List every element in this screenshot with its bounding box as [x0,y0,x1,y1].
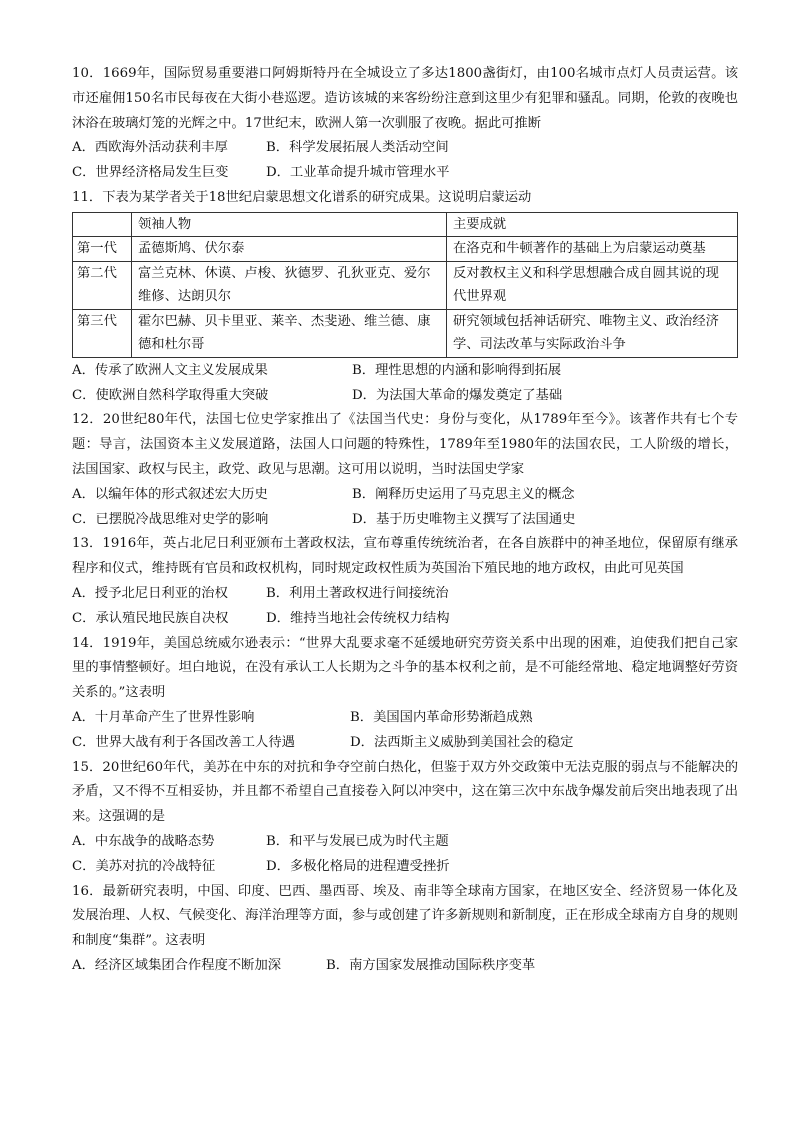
question-stem: 15．20世纪60年代，美苏在中东的对抗和争夺空前白热化，但鉴于双方外交政策中无法克服的弱点与不能解决的矛盾，又不得不互相妥协，并且都不希望自己直接卷入阿以冲突中，这在第三次中东战争爆发前后突出地表现了出来。这强调的是 [72,759,738,825]
option-d: D．多极化格局的进程遭受挫折 [266,858,450,874]
options [72,954,738,979]
options [72,483,738,533]
table-cell: 第二代 [73,261,132,309]
options [72,830,738,880]
table-row [73,237,738,262]
question-15 [72,756,738,880]
exam-page [72,62,738,979]
table-cell: 霍尔巴赫、贝卡里亚、莱辛、杰斐逊、维兰德、康德和杜尔哥 [132,309,447,357]
option-c: C．世界大战有利于各国改善工人待遇 [72,734,295,750]
option-b: B．南方国家发展推动国际秩序变革 [326,957,536,973]
question-10 [72,62,738,186]
option-d: D．基于历史唯物主义撰写了法国通史 [352,511,576,527]
table-cell: 反对教权主义和科学思想融合成自圆其说的现代世界观 [447,261,738,309]
table-header: 主要成就 [447,212,738,237]
question-stem: 10．1669年，国际贸易重要港口阿姆斯特丹在全城设立了多达1800盏街灯，由100名城市点灯人员责运营。该市还雇佣150名市民每夜在大街小巷巡逻。造访该城的来客纷纷注意到这里少有犯罪和骚乱。同期，伦敦的夜晚也沐浴在玻璃灯笼的光辉之中。17世纪末，欧洲人第一次驯服了夜晚。据此可推断 [72,66,738,131]
question-12 [72,408,738,532]
question-stem: 14．1919年，美国总统威尔逊表示：“世界大乱要求毫不延缓地研究劳资关系中出现的困难，迫使我们把自己家里的事情整顿好。坦白地说，在没有承认工人长期为之斗争的基本权利之前，是不可能经常地、稳定地调整好劳资关系的。”这表明 [72,635,738,701]
option-b: B．和平与发展已成为时代主题 [266,833,449,849]
options [72,582,738,632]
option-a: A．授予北尼日利亚的治权 [72,585,228,601]
table-cell: 第一代 [73,237,132,262]
table-cell: 富兰克林、休谟、卢梭、狄德罗、孔狄亚克、爱尔维修、达朗贝尔 [132,261,447,309]
table-cell: 孟德斯鸠、伏尔泰 [132,237,447,262]
option-d: D．工业革命提升城市管理水平 [266,165,450,181]
question-13 [72,532,738,631]
options [72,706,738,756]
table-header-row [73,212,738,237]
option-b: B．利用土著政权进行间接统治 [266,585,449,601]
option-b: B．阐释历史运用了马克思主义的概念 [352,486,575,502]
option-d: D．法西斯主义威胁到美国社会的稳定 [350,734,574,750]
question-14 [72,632,738,756]
table-header [73,212,132,237]
table-row [73,261,738,309]
question-stem: 13．1916年，英占北尼日利亚颁布土著政权法，宣布尊重传统统治者，在各自族群中的神圣地位，保留原有继承程序和仪式，维持既有官员和政权机构，同时规定政权性质为英国治下殖民地的地方政权，由此可见英国 [72,536,738,577]
option-a: A．以编年体的形式叙述宏大历史 [72,486,268,502]
question-11 [72,186,738,408]
option-c: C．使欧洲自然科学取得重大突破 [72,387,269,403]
option-a: A．传承了欧洲人文主义发展成果 [72,362,268,378]
table-row [73,309,738,357]
option-c: C．承认殖民地民族自决权 [72,610,229,626]
options [72,136,738,186]
table-header: 领袖人物 [132,212,447,237]
table-cell: 第三代 [73,309,132,357]
option-c: C．已摆脱冷战思维对史学的影响 [72,511,269,527]
option-d: D．为法国大革命的爆发奠定了基础 [352,387,563,403]
question-stem: 11．下表为某学者关于18世纪启蒙思想文化谱系的研究成果。这说明启蒙运动 [72,189,532,205]
question-16 [72,880,738,979]
question-stem: 12．20世纪80年代，法国七位史学家推出了《法国当代史：身份与变化，从1789年至今》。该著作共有七个专题：导言，法国资本主义发展道路，法国人口问题的特殊性，1789年至1980年的法国农民，工人阶级的增长，法国国家、政权与民主，政党、政见与思潮。这可用以说明，当时法国史学家 [72,412,738,477]
table-cell: 研究领域包括神话研究、唯物主义、政治经济学、司法改革与实际政治斗争 [447,309,738,357]
option-a: A．经济区域集团合作程度不断加深 [72,957,282,973]
option-a: A．中东战争的战略态势 [72,833,215,849]
options [72,359,738,409]
option-a: A．西欧海外活动获利丰厚 [72,140,228,156]
option-c: C．美苏对抗的冷战特征 [72,858,216,874]
enlightenment-table [72,212,738,358]
option-b: B．科学发展拓展人类活动空间 [266,140,449,156]
option-a: A．十月革命产生了世界性影响 [72,709,255,725]
table-cell: 在洛克和牛顿著作的基础上为启蒙运动奠基 [447,237,738,262]
option-b: B．美国国内革命形势渐趋成熟 [350,709,533,725]
question-stem: 16．最新研究表明，中国、印度、巴西、墨西哥、埃及、南非等全球南方国家，在地区安全、经济贸易一体化及发展治理、人权、气候变化、海洋治理等方面，参与或创建了许多新规则和新制度，正在形成全球南方自身的规则和制度“集群”。这表明 [72,883,738,949]
option-d: D．维持当地社会传统权力结构 [266,610,450,626]
option-b: B．理性思想的内涵和影响得到拓展 [352,362,562,378]
option-c: C．世界经济格局发生巨变 [72,165,229,181]
